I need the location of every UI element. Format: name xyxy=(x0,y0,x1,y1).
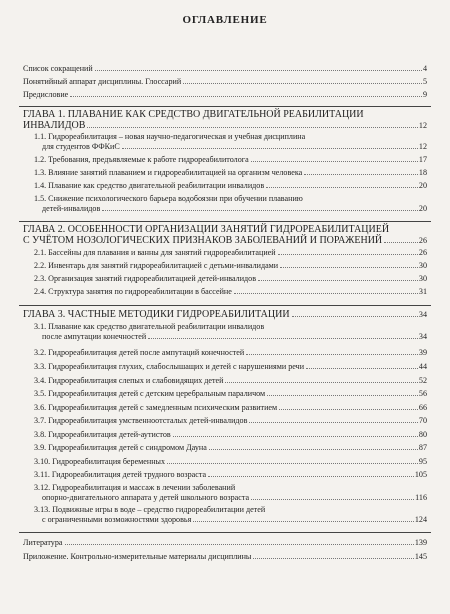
entry-text-cont: опорно-двигательного аппарата у детей школьного возраста xyxy=(42,493,250,502)
toc-entry-1-3[interactable] xyxy=(34,168,427,178)
toc-entry-2-4[interactable] xyxy=(34,287,427,297)
entry-text-cont: после ампутации конечностей xyxy=(42,332,147,341)
entry-page: 39 xyxy=(418,348,427,357)
dot-leader xyxy=(280,267,418,268)
chapter-title: ГЛАВА 2. ОСОБЕННОСТИ ОРГАНИЗАЦИИ ЗАНЯТИЙ ГИДРОРЕАБИЛИТАЦИЕЙ xyxy=(23,224,390,235)
entry-text: 2.3. Организация занятий гидрореабилитацией детей-инвалидов xyxy=(34,274,257,283)
entry-page: 20 xyxy=(418,204,427,213)
dot-leader xyxy=(304,174,418,175)
entry-text-cont: детей-инвалидов xyxy=(42,204,101,213)
dot-leader xyxy=(266,187,418,188)
entry-page: 95 xyxy=(418,457,427,466)
dot-leader xyxy=(209,449,418,450)
dot-leader xyxy=(267,395,418,396)
entry-text-cont: для студентов ФФКиС xyxy=(42,142,120,151)
toc-entry-3-12[interactable] xyxy=(34,483,427,503)
entry-page: 52 xyxy=(418,376,427,385)
entry-page: 116 xyxy=(415,493,427,502)
entry-page: 5 xyxy=(422,77,427,86)
chapter-page: 34 xyxy=(418,310,427,319)
toc-chapter-1[interactable] xyxy=(23,109,427,131)
toc-entry-3-11[interactable] xyxy=(34,470,427,480)
entry-page: 87 xyxy=(418,443,427,452)
entry-page: 20 xyxy=(418,181,427,190)
entry-text-cont: с ограниченными возможностями здоровья xyxy=(42,515,192,524)
entry-page: 44 xyxy=(418,362,427,371)
entry-text: 3.5. Гидрореабилитация детей с детским церебральным параличом xyxy=(34,389,266,398)
toc-entry-3-9[interactable] xyxy=(34,443,427,453)
toc-entry-appendix[interactable] xyxy=(23,552,427,562)
entry-page: 26 xyxy=(418,248,427,257)
entry-text: 1.2. Требования, предъявляемые к работе гидрореабилитолога xyxy=(34,155,249,164)
toc-entry-2-1[interactable] xyxy=(34,248,427,258)
dot-leader xyxy=(306,368,418,369)
entry-page: 18 xyxy=(418,168,427,177)
toc-chapter-2[interactable] xyxy=(23,224,427,246)
entry-text: 3.10. Гидрореабилитация беременных xyxy=(34,457,166,466)
dot-leader xyxy=(95,70,422,71)
entry-page: 56 xyxy=(418,389,427,398)
entry-text: 3.8. Гидрореабилитация детей-аутистов xyxy=(34,430,171,439)
entry-text: 3.4. Гидрореабилитация слепых и слабовидящих детей xyxy=(34,376,224,385)
entry-text: 1.3. Влияние занятий плаванием и гидрореабилитацией на организм человека xyxy=(34,168,303,177)
dot-leader xyxy=(279,409,418,410)
entry-text: Предисловие xyxy=(23,90,69,99)
dot-leader xyxy=(278,254,418,255)
entry-text: 3.1. Плавание как средство двигательной реабилитации инвалидов xyxy=(34,322,265,331)
toc-entry-3-5[interactable] xyxy=(34,389,427,399)
toc-entry-3-2[interactable] xyxy=(34,348,427,358)
dot-leader xyxy=(193,521,414,522)
toc-entry-2-3[interactable] xyxy=(34,274,427,284)
entry-page: 9 xyxy=(422,90,427,99)
chapter-title: ГЛАВА 3. ЧАСТНЫЕ МЕТОДИКИ ГИДРОРЕАБИЛИТАЦИИ xyxy=(23,309,290,320)
entry-page: 105 xyxy=(414,470,427,479)
dot-leader xyxy=(70,96,422,97)
entry-page: 12 xyxy=(418,142,427,151)
toc-entry-1-5[interactable] xyxy=(34,194,427,214)
chapter-title-cont: С УЧЁТОМ НОЗОЛОГИЧЕСКИХ ПРИЗНАКОВ ЗАБОЛЕВАНИЙ И ПОРАЖЕНИЙ xyxy=(23,235,383,246)
entry-text: 3.13. Подвижные игры в воде – средство гидрореабилитации детей xyxy=(34,505,266,514)
chapter-page: 12 xyxy=(418,121,427,130)
chapter-page: 26 xyxy=(418,236,427,245)
toc-entry-1-4[interactable] xyxy=(34,181,427,191)
entry-text: Понятийный аппарат дисциплины. Глоссарий xyxy=(23,77,182,86)
dot-leader xyxy=(258,280,418,281)
dot-leader xyxy=(249,422,417,423)
entry-text: 3.12. Гидрореабилитация и массаж в лечении заболеваний xyxy=(34,483,236,492)
toc-entry-3-3[interactable] xyxy=(34,362,427,372)
dot-leader xyxy=(173,436,418,437)
dot-leader xyxy=(167,463,418,464)
toc-entry-abbreviations[interactable] xyxy=(23,64,427,74)
dot-leader xyxy=(234,293,418,294)
toc-chapter-3[interactable] xyxy=(23,309,427,320)
entry-text: 3.7. Гидрореабилитация умственноотсталых детей-инвалидов xyxy=(34,416,248,425)
entry-page: 17 xyxy=(418,155,427,164)
toc-entry-3-7[interactable] xyxy=(34,416,427,426)
divider xyxy=(19,305,431,306)
entry-page: 139 xyxy=(414,538,427,547)
entry-text: 1.4. Плавание как средство двигательной реабилитации инвалидов xyxy=(34,181,265,190)
entry-text: 1.5. Снижение психологического барьера водобоязни при обучении плаванию xyxy=(34,194,303,203)
toc-entry-3-6[interactable] xyxy=(34,403,427,413)
entry-page: 4 xyxy=(422,64,427,73)
dot-leader xyxy=(87,127,417,128)
entry-text: Приложение. Контрольно-измерительные материалы дисциплины xyxy=(23,552,252,561)
entry-text: 3.11. Гидрореабилитация детей трудного возраста xyxy=(34,470,207,479)
dot-leader xyxy=(122,148,418,149)
dot-leader xyxy=(183,83,422,84)
toc-entry-3-10[interactable] xyxy=(34,457,427,467)
dot-leader xyxy=(246,354,418,355)
entry-text: Список сокращений xyxy=(23,64,93,73)
entry-text: 3.2. Гидрореабилитация детей после ампутаций конечностей xyxy=(34,348,245,357)
toc-entry-3-4[interactable] xyxy=(34,376,427,386)
dot-leader xyxy=(208,476,414,477)
entry-page: 70 xyxy=(418,416,427,425)
entry-page: 80 xyxy=(418,430,427,439)
toc-entry-2-2[interactable] xyxy=(34,261,427,271)
entry-text: 2.4. Структура занятия по гидрореабилитации в бассейне xyxy=(34,287,232,296)
dot-leader xyxy=(384,242,418,243)
dot-leader xyxy=(148,338,418,339)
entry-page: 124 xyxy=(414,515,427,524)
entry-text: 2.1. Бассейны для плавания и ванны для занятий гидрореабилитацией xyxy=(34,248,276,257)
dot-leader xyxy=(251,499,414,500)
dot-leader xyxy=(225,382,417,383)
entry-text: 3.6. Гидрореабилитация детей с замедленным психическим развитием xyxy=(34,403,278,412)
toc-entry-1-1[interactable] xyxy=(34,132,427,152)
toc-entry-3-13[interactable] xyxy=(34,505,427,525)
entry-page: 145 xyxy=(414,552,427,561)
page-title: ОГЛАВЛЕНИЕ xyxy=(182,14,268,26)
toc-entry-1-2[interactable] xyxy=(34,155,427,165)
entry-text: 3.3. Гидрореабилитация глухих, слабослышащих и детей с нарушениями речи xyxy=(34,362,305,371)
toc-entry-literature[interactable] xyxy=(23,538,427,548)
toc-entry-3-8[interactable] xyxy=(34,430,427,440)
entry-text: 3.9. Гидрореабилитация детей с синдромом Дауна xyxy=(34,443,207,452)
divider xyxy=(19,532,431,533)
entry-page: 66 xyxy=(418,403,427,412)
dot-leader xyxy=(102,210,418,211)
toc-entry-3-1[interactable] xyxy=(34,322,427,342)
entry-page: 30 xyxy=(418,261,427,270)
divider xyxy=(19,221,431,222)
entry-text: 2.2. Инвентарь для занятий гидрореабилитацией с детьми-инвалидами xyxy=(34,261,279,270)
toc-entry-glossary[interactable] xyxy=(23,77,427,87)
dot-leader xyxy=(251,161,418,162)
entry-page: 30 xyxy=(418,274,427,283)
dot-leader xyxy=(292,316,418,317)
dot-leader xyxy=(253,558,414,559)
entry-page: 31 xyxy=(418,287,427,296)
entry-text: 1.1. Гидрореабилитация – новая научно-педагогическая и учебная дисциплина xyxy=(34,132,306,141)
chapter-title: ГЛАВА 1. ПЛАВАНИЕ КАК СРЕДСТВО ДВИГАТЕЛЬНОЙ РЕАБИЛИТАЦИИ xyxy=(23,109,364,120)
dot-leader xyxy=(65,544,414,545)
chapter-title-cont: ИНВАЛИДОВ xyxy=(23,120,86,131)
divider xyxy=(19,106,431,107)
toc-entry-preface[interactable] xyxy=(23,90,427,100)
entry-page: 34 xyxy=(418,332,427,341)
entry-text: Литература xyxy=(23,538,63,547)
